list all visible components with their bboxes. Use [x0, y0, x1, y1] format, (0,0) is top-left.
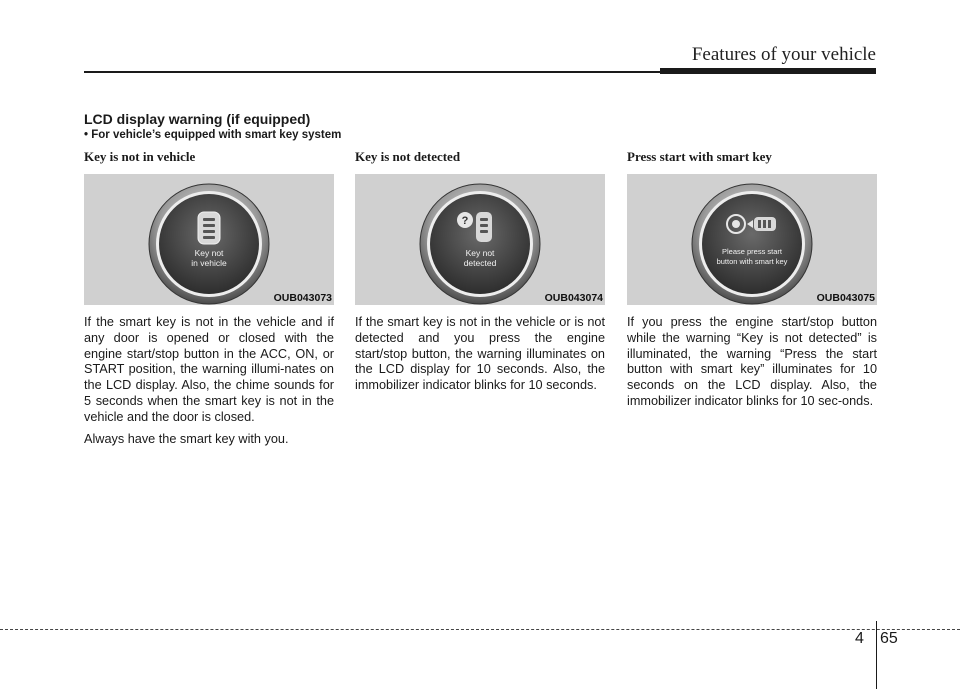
column-key-not-detected	[355, 150, 605, 394]
gauge-figure	[627, 174, 877, 305]
display-text-line2: detected	[463, 258, 497, 268]
header-rule	[84, 71, 660, 73]
footer-rule	[0, 629, 960, 630]
column-heading: Key is not in vehicle	[84, 149, 196, 164]
page-number: 65	[880, 630, 898, 647]
running-header: Features of your vehicle	[691, 44, 876, 65]
figure-code: OUB043075	[816, 292, 875, 304]
display-text-line1: Key not	[194, 248, 224, 258]
column-key-not-in-vehicle	[84, 150, 334, 447]
gauge-figure	[84, 174, 334, 305]
gauge-illustration	[84, 174, 334, 305]
section-title: LCD display warning (if equipped)	[84, 111, 311, 127]
column-heading: Key is not detected	[355, 149, 461, 164]
column-press-start	[627, 150, 877, 410]
body-paragraph: Always have the smart key with you.	[84, 431, 289, 446]
figure-code: OUB043073	[273, 292, 332, 304]
chapter-number: 4	[855, 630, 864, 647]
display-text-line2: button with smart key	[716, 257, 788, 266]
key-fob-icon	[198, 212, 220, 244]
display-text-line2: in vehicle	[191, 258, 227, 268]
section-subtitle: • For vehicle’s equipped with smart key system	[84, 129, 342, 141]
display-text-line1: Please press start	[721, 247, 783, 256]
gauge-figure	[355, 174, 605, 305]
body-paragraph: If the smart key is not in the vehicle and if any door is opened or closed with the engine start/stop button in the ACC, ON, or START position, the warning illumi-nates on the LCD display. Also, the chime sounds for 5 seconds when the smart key is not in the vehicle and the door is closed.	[84, 315, 334, 424]
display-text-line1: Key not	[465, 248, 495, 258]
gauge-illustration	[355, 174, 605, 305]
body-paragraph: If you press the engine start/stop button while the warning “Key is not detected” is illuminated, the warning “Press the start button with smart key” illuminates for 10 seconds on the LCD display. Also, the immobilizer indicator blinks for 10 sec-onds.	[627, 315, 877, 408]
gauge-illustration	[627, 174, 877, 305]
footer-divider	[876, 621, 877, 689]
body-paragraph: If the smart key is not in the vehicle or is not detected and you press the engine start/stop button, the warning illuminates on the LCD display for 10 seconds. Also, the immobilizer indicator blinks for 10 seconds.	[355, 315, 605, 393]
figure-code: OUB043074	[544, 292, 603, 304]
header-rule-accent	[660, 68, 876, 74]
svg-text:?: ?	[461, 215, 469, 227]
column-heading: Press start with smart key	[627, 149, 772, 164]
